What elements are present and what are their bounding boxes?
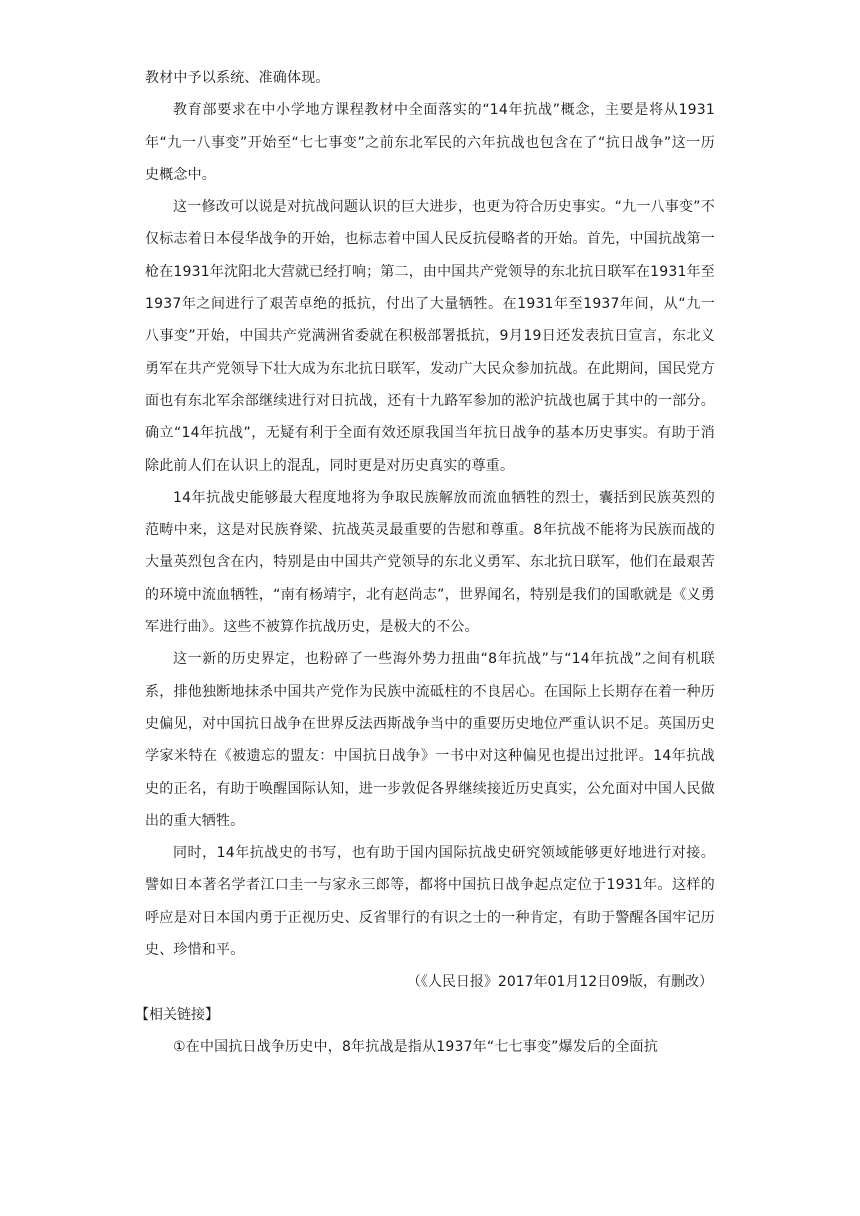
paragraph-research-connection: 同时，14年抗战史的书写，也有助于国内国际抗战史研究领域能够更好地进行对接。譬如日本著名学者江口圭一与家永三郎等，都将中国抗日战争起点定位于1931年。这样的呼应是对日本国内勇于正视历史、反省罪行的有识之士的一种肯定，有助于警醒各国牢记历史、珍惜和平。 [145,845,715,959]
related-links-heading: 【相关链接】 [135,1006,219,1023]
paragraph-14-year-concept: 教育部要求在中小学地方课程教材中全面落实的“14年抗战”概念，主要是将从1931年“九一八事变”开始至“七七事变”之前东北军民的六年抗战也包含在了“抗日战争”这一历史概念中。 [145,102,715,183]
document-body [135,62,715,1063]
paragraph-continuation: 教材中予以系统、准确体现。 [145,70,330,86]
article-source: （《人民日报》2017年01月12日09版，有删改） [406,974,713,991]
related-item-1: ①在中国抗日战争历史中，8年抗战是指从1937年“七七事变”爆发后的全面抗 [173,1038,658,1055]
paragraph-international-bias: 这一新的历史界定，也粉碎了一些海外势力扭曲“8年抗战”与“14年抗战”之间有机联系，排他独断地抹杀中国共产党作为民族中流砥柱的不良居心。在国际上长期存在着一种历史偏见，对中国抗日战争在世界反法西斯战争当中的重要历史地位严重认识不足。英国历史学家米特在《被遗忘的盟友：中国抗日战争》一书中对这种偏见也提出过批评。14年抗战史的正名，有助于唤醒国际认知，进一步敦促各界继续接近历史真实，公允面对中国人民做出的重大牺牲。 [145,651,715,829]
paragraph-martyrs: 14年抗战史能够最大程度地将为争取民族解放而流血牺牲的烈士，囊括到民族英烈的范畴中来，这是对民族脊梁、抗战英灵最重要的告慰和尊重。8年抗战不能将为民族而战的大量英烈包含在内，特别是由中国共产党领导的东北义勇军、东北抗日联军，他们在最艰苦的环境中流血牺牲，“南有杨靖宇，北有赵尚志”，世界闻名，特别是我们的国歌就是《义勇军进行曲》。这些不被算作抗战历史，是极大的不公。 [145,489,715,636]
paragraph-historical-progress: 这一修改可以说是对抗战问题认识的巨大进步，也更为符合历史事实。“九一八事变”不仅标志着日本侵华战争的开始，也标志着中国人民反抗侵略者的开始。首先，中国抗战第一枪在1931年沈阳北大营就已经打响；第二，由中国共产党领导的东北抗日联军在1931年至1937年之间进行了艰苦卓绝的抵抗，付出了大量牺牲。在1931年至1937年间，从“九一八事变”开始，中国共产党满洲省委就在积极部署抵抗，9月19日还发表抗日宣言，东北义勇军在共产党领导下壮大成为东北抗日联军，发动广大民众参加抗战。在此期间，国民党方面也有东北军余部继续进行对日抗战，还有十九路军参加的淞沪抗战也属于其中的一部分。确立“14年抗战”，无疑有利于全面有效还原我国当年抗日战争的基本历史事实。有助于消除此前人们在认识上的混乱，同时更是对历史真实的尊重。 [145,199,715,474]
